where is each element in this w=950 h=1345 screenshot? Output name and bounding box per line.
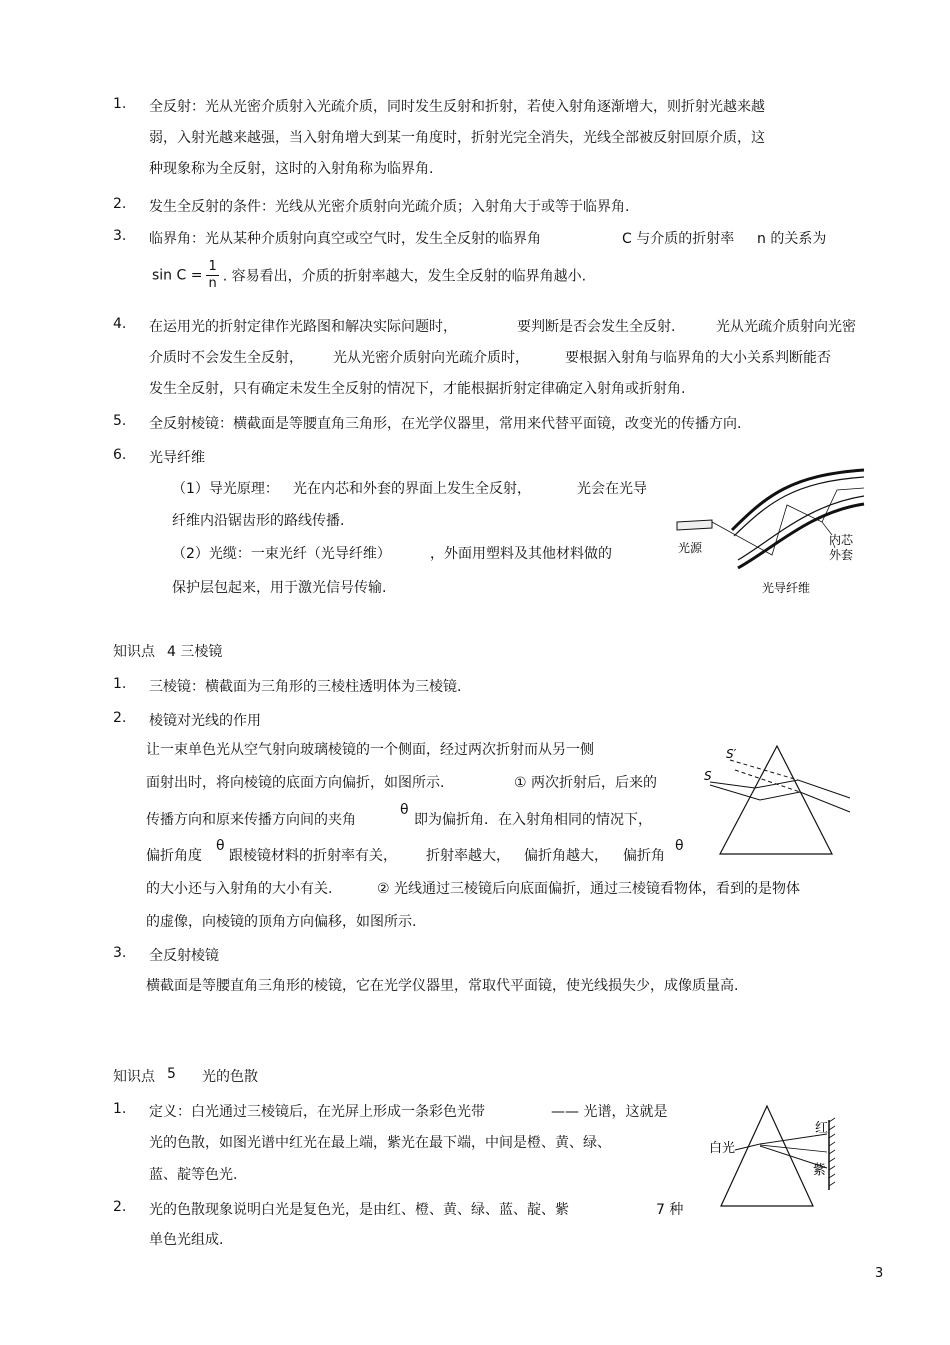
- prism-s-prime-label: S′: [726, 747, 737, 761]
- sec5-item-1-t1a: 定义：白光通过三棱镜后，在光屏上形成一条彩色光带: [149, 1104, 485, 1120]
- theta-symbol-2: θ: [216, 838, 225, 854]
- item-4-line-2b: 光从光密介质射向光疏介质时，: [333, 350, 529, 366]
- light-source: [677, 520, 712, 530]
- sec4-item-2-t4e: 偏折角: [623, 848, 665, 864]
- fraction-numerator: 1: [208, 259, 217, 274]
- virtual-image-ray: [730, 760, 798, 780]
- sec4-item-1-text: 三棱镜：横截面为三角形的三棱柱透明体为三棱镜.: [149, 679, 462, 695]
- critical-angle-formula: [152, 259, 586, 292]
- formula-fraction: [206, 259, 218, 292]
- red-label: 红: [815, 1121, 829, 1136]
- item-4-line-1c: 光从光疏介质射向光密: [716, 319, 856, 335]
- item-2-line-1: 发生全反射的条件：光线从光密介质射向光疏介质；入射角大于或等于临界角.: [149, 199, 630, 215]
- item-3-line-2: . 容易看出，介质的折射率越大，发生全反射的临界角越小.: [222, 268, 587, 285]
- sec5-item-2-t1b: 7 种: [656, 1202, 684, 1218]
- item-6-sub-1a: （1）导光原理：: [172, 481, 279, 497]
- item-2-number: 2.: [113, 196, 127, 212]
- item-1-number: 1.: [113, 96, 127, 112]
- item-4-line-1b: 要判断是否会发生全反射.: [517, 319, 676, 335]
- item-4-number: 4.: [113, 316, 127, 332]
- sec4-item-2-t5a: 的大小还与入射角的大小有关.: [146, 881, 333, 897]
- sec4-item-2-t4c: 折射率越大，: [426, 848, 510, 864]
- sec4-heading-a: 知识点: [113, 644, 155, 660]
- theta-symbol-1: θ: [400, 802, 409, 818]
- item-1-line-3: 种现象称为全反射，这时的入射角称为临界角.: [149, 161, 434, 177]
- sec4-item-1-number: 1.: [113, 676, 127, 692]
- prism-s-label: S: [704, 769, 712, 783]
- sec5-heading-b: 5: [167, 1066, 176, 1082]
- item-6-sub-3b: ，外面用塑料及其他材料做的: [430, 546, 612, 562]
- item-6-sub-1c: 光会在光导: [577, 481, 647, 497]
- sec4-item-3-number: 3.: [113, 945, 127, 961]
- violet-label: 紫: [813, 1163, 827, 1178]
- prism-deflection-figure: [700, 740, 855, 858]
- theta-symbol-3: θ: [675, 838, 684, 854]
- sec5-heading-a: 知识点: [113, 1069, 155, 1085]
- sec4-item-2-t4b: 跟棱镜材料的折射率有关，: [229, 848, 397, 864]
- white-light-label: 白光: [709, 1141, 736, 1156]
- sec5-item-1-t3: 蓝、靛等色光.: [149, 1167, 238, 1183]
- item-4-line-1a: 在运用光的折射定律作光路图和解决实际问题时，: [149, 319, 457, 335]
- item-3-line-1b: C 与介质的折射率: [622, 231, 735, 247]
- optical-fiber-figure: [672, 460, 872, 600]
- sec4-item-2-t5b: ② 光线通过三棱镜后向底面偏折，通过三棱镜看物体，看到的是物体: [377, 881, 800, 897]
- sec5-item-1-t1b: —— 光谱，这就是: [551, 1104, 668, 1120]
- item-6-number: 6.: [113, 447, 127, 463]
- sec4-item-2-t3b: 即为偏折角．在入射角相同的情况下，: [414, 812, 652, 828]
- fiber-jacket-label: 外套: [829, 548, 854, 562]
- sec4-item-2-t4d: 偏折角越大，: [524, 848, 608, 864]
- sec5-item-2-t1a: 光的色散现象说明白光是复色光，是由红、橙、黄、绿、蓝、靛、紫: [149, 1202, 569, 1218]
- sec4-item-3-title: 全反射棱镜: [149, 948, 219, 964]
- formula-lhs: sin C =: [152, 267, 203, 284]
- fraction-denominator: n: [208, 276, 217, 291]
- item-6-sub-4: 保护层包起来，用于激光信号传输.: [172, 580, 387, 596]
- sec4-item-2-t2a: 面射出时，将向棱镜的底面方向偏折，如图所示.: [146, 775, 445, 791]
- sec5-item-1-number: 1.: [113, 1101, 127, 1117]
- item-5-line-1: 全反射棱镜：横截面是等腰直角三角形，在光学仪器里，常用来代替平面镜，改变光的传播方向.: [149, 416, 742, 432]
- item-4-line-2a: 介质时不会发生全反射，: [149, 350, 303, 366]
- dispersion-figure: [705, 1100, 855, 1210]
- sec4-item-2-t1: 让一束单色光从空气射向玻璃棱镜的一个侧面，经过两次折射而从另一侧: [146, 742, 594, 758]
- sec5-heading-c: 光的色散: [202, 1069, 258, 1085]
- sec4-item-2-t2b: ① 两次折射后，后来的: [514, 775, 658, 791]
- sec4-heading-b: 4 三棱镜: [167, 644, 223, 660]
- sec4-item-2-t6: 的虚像，向棱镜的顶角方向偏移，如图所示.: [146, 914, 417, 930]
- item-1-line-1: 全反射：光从光密介质射入光疏介质，同时发生反射和折射，若使入射角逐渐增大，则折射光越来越: [149, 99, 765, 115]
- fiber-core-label: 内芯: [829, 533, 854, 547]
- second-ray: [710, 785, 850, 812]
- fiber-caption: 光导纤维: [762, 581, 811, 595]
- sec4-item-2-t3a: 传播方向和原来传播方向间的夹角: [146, 812, 356, 828]
- item-3-line-1c: n 的关系为: [757, 231, 827, 247]
- sec5-item-2-t2: 单色光组成.: [149, 1232, 224, 1248]
- dispersion-prism: [721, 1106, 813, 1206]
- fiber-source-label: 光源: [678, 541, 703, 555]
- incident-ray: [710, 780, 850, 798]
- item-1-line-2: 弱，入射光越来越强，当入射角增大到某一角度时，折射光完全消失，光线全部被反射回原介质，这: [149, 130, 765, 146]
- page-number: 3: [875, 1266, 884, 1281]
- item-5-number: 5.: [113, 413, 127, 429]
- item-6-title: 光导纤维: [149, 450, 205, 466]
- item-6-sub-2: 纤维内沿锯齿形的路线传播.: [172, 513, 345, 529]
- item-4-line-2c: 要根据入射角与临界角的大小关系判断能否: [565, 350, 831, 366]
- sec5-item-1-t2: 光的色散，如图光谱中红光在最上端，紫光在最下端，中间是橙、黄、绿、: [149, 1135, 611, 1151]
- sec4-item-2-t4a: 偏折角度: [146, 848, 202, 864]
- item-3-number: 3.: [113, 228, 127, 244]
- sec4-item-2-title: 棱镜对光线的作用: [149, 713, 261, 729]
- item-4-line-3: 发生全反射，只有确定未发生全反射的情况下，才能根据折射定律确定入射角或折射角.: [149, 381, 686, 397]
- sec4-item-2-number: 2.: [113, 710, 127, 726]
- item-3-line-1a: 临界角：光从某种介质射向真空或空气时，发生全反射的临界角: [149, 231, 541, 247]
- item-6-sub-1b: 光在内芯和外套的界面上发生全反射，: [293, 481, 531, 497]
- sec4-item-3-text: 横截面是等腰直角三角形的棱镜，它在光学仪器里，常取代平面镜，使光线损失少，成像质量高.: [146, 978, 739, 994]
- item-6-sub-3a: （2）光缆：一束光纤（光导纤维）: [172, 546, 391, 562]
- sec5-item-2-number: 2.: [113, 1199, 127, 1215]
